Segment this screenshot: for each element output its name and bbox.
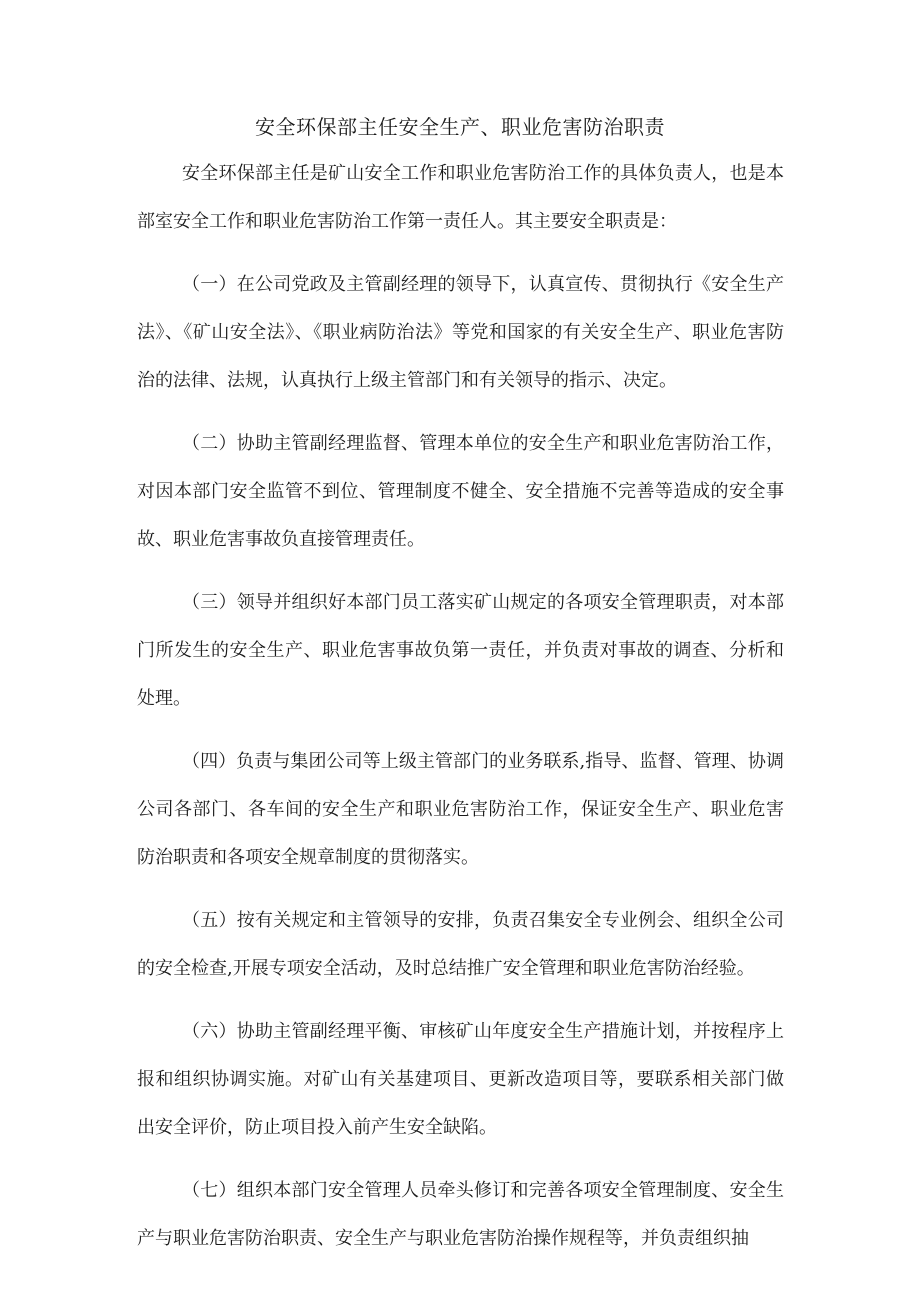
document-body	[137, 150, 784, 1263]
duty-paragraph-3: （三）领导并组织好本部门员工落实矿山规定的各项安全管理职责，对本部门所发生的安全生产、职业危害事故负第一责任，并负责对事故的调查、分析和处理。	[137, 592, 784, 709]
duty-paragraph-7: （七）组织本部门安全管理人员牵头修订和完善各项安全管理制度、安全生产与职业危害防治职责、安全生产与职业危害防治操作规程等，并负责组织抽	[137, 1180, 784, 1249]
document-title: 安全环保部主任安全生产、职业危害防治职责	[255, 115, 665, 139]
intro-paragraph: 安全环保部主任是矿山安全工作和职业危害防治工作的具体负责人，也是本部室安全工作和职业危害防治工作第一责任人。其主要安全职责是：	[137, 163, 784, 232]
duty-paragraph-1: （一）在公司党政及主管副经理的领导下，认真宣传、贯彻执行《安全生产法》、《矿山安全法》、《职业病防治法》等党和国家的有关安全生产、职业危害防治的法律、法规，认真执行上级主管部门和有关领导的指示、决定。	[137, 274, 784, 391]
duty-paragraph-6: （六）协助主管副经理平衡、审核矿山年度安全生产措施计划，并按程序上报和组织协调实施。对矿山有关基建项目、更新改造项目等，要联系相关部门做出安全评价，防止项目投入前产生安全缺陷。	[137, 1021, 784, 1138]
duty-paragraph-5: （五）按有关规定和主管领导的安排，负责召集安全专业例会、组织全公司的安全检查,开展专项安全活动，及时总结推广安全管理和职业危害防治经验。	[137, 910, 784, 979]
duty-paragraph-2: （二）协助主管副经理监督、管理本单位的安全生产和职业危害防治工作，对因本部门安全监管不到位、管理制度不健全、安全措施不完善等造成的安全事故、职业危害事故负直接管理责任。	[137, 433, 784, 550]
duty-paragraph-4: （四）负责与集团公司等上级主管部门的业务联系,指导、监督、管理、协调公司各部门、各车间的安全生产和职业危害防治工作，保证安全生产、职业危害防治职责和各项安全规章制度的贯彻落实。	[137, 751, 784, 868]
